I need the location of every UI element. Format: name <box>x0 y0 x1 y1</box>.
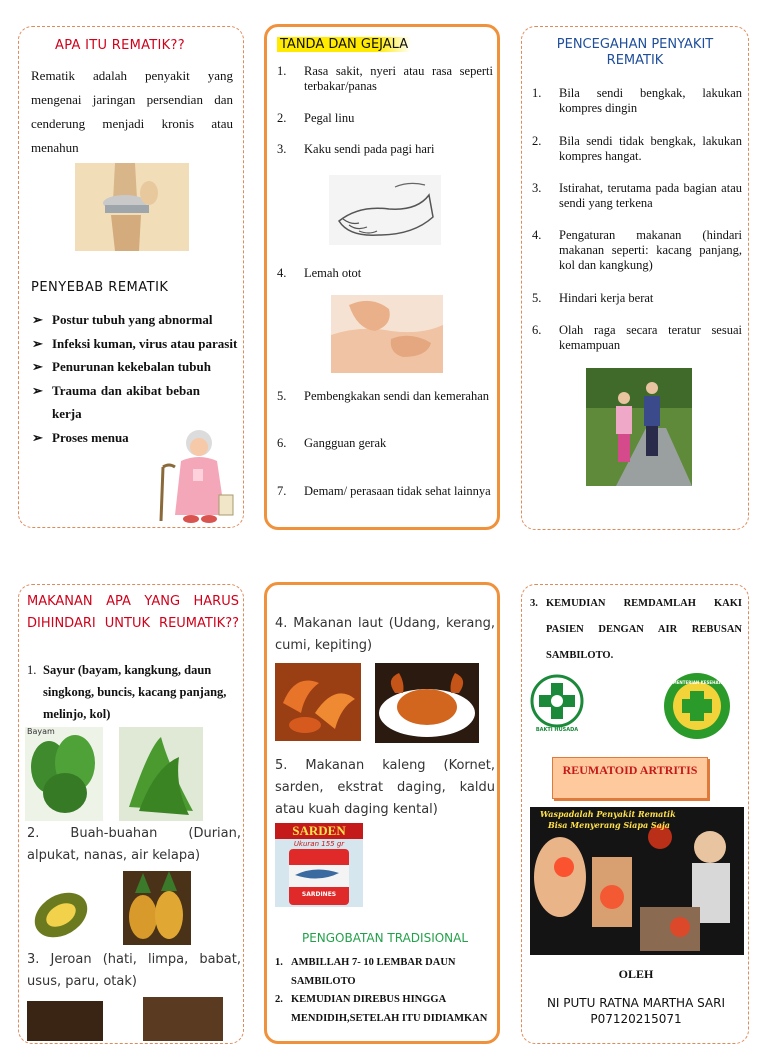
traditional-step: 2. KEMUDIAN DIREBUS HINGGA MENDIDIH,SETELAH ITU DIDIAMKAN <box>275 994 488 1024</box>
panel-foods-to-avoid-2 <box>264 582 500 1044</box>
title-prevention: PENCEGAHAN PENYAKIT REMATIK <box>556 37 714 68</box>
title-what-is-rheumatism: APA ITU REMATIK?? <box>55 38 185 53</box>
symptom-item: 7. Demam/ perasaan tidak sehat lainnya <box>277 484 491 498</box>
water-spinach-image <box>119 727 203 821</box>
bakti-husada-text: BAKTI HUSADA <box>535 727 579 733</box>
arrow-bullet-icon: ➢ <box>32 312 43 327</box>
symptom-item: 2. Pegal linu <box>277 111 355 125</box>
shrimp-dish-image <box>275 663 361 741</box>
symptom-item: 1. Rasa sakit, nyeri atau rasa seperti terbakar/panas <box>277 64 493 93</box>
foot-massage-image <box>331 295 443 373</box>
title-signs-symptoms: TANDA DAN GEJALA <box>277 37 411 52</box>
symptom-item: 4. Lemah otot <box>277 266 362 280</box>
durian-image <box>27 881 103 945</box>
offal-dish-image-2 <box>143 997 223 1041</box>
crab-dish-image <box>375 663 479 743</box>
sardine-size: Ukuran 155 gr <box>293 840 345 848</box>
bakti-husada-logo-icon <box>530 671 584 739</box>
panel-prevention <box>521 26 749 530</box>
panel-what-is-rheumatism <box>18 26 244 528</box>
prevention-item: 6. Olah raga secara teratur sesuai kemampuan <box>532 323 742 352</box>
title-causes: PENYEBAB REMATIK <box>31 280 169 295</box>
knee-joint-image <box>75 163 189 251</box>
prevention-item: 4. Pengaturan makanan (hindari makanan seperti: kacang panjang, kol dan kangkung) <box>532 228 742 272</box>
foot-sketch-image <box>329 175 441 245</box>
pineapple-image <box>123 871 191 945</box>
prevention-item: 3. Istirahat, terutama pada bagian atau sendi yang terkena <box>532 181 742 210</box>
panel-foods-to-avoid <box>18 584 244 1044</box>
panel-signs-symptoms <box>264 24 500 530</box>
arrow-bullet-icon: ➢ <box>32 429 43 445</box>
poster-subheading: Bisa Menyerang Siapa Saja <box>548 820 670 830</box>
panel-cover <box>521 584 749 1044</box>
arrow-bullet-icon: ➢ <box>32 335 43 351</box>
spinach-image <box>25 727 103 821</box>
food-item-fruits: 2. Buah-buahan (Durian, alpukat, nanas, air kelapa) <box>27 826 241 863</box>
rheumatism-definition: Rematik adalah penyakit yang mengenai jaringan persendian dan cenderung menjadi kronis atau menahun <box>31 68 233 155</box>
arrow-bullet-icon: ➢ <box>32 382 43 398</box>
cause-item: ➢ Postur tubuh yang abnormal <box>32 308 240 332</box>
prevention-item: 2. Bila sendi tidak bengkak, lakukan kompres hangat. <box>532 134 742 163</box>
cause-item: ➢ Penurunan kekebalan tubuh <box>32 355 240 379</box>
rheumatism-poster-image <box>530 807 744 955</box>
poster-heading: Waspadalah Penyakit Rematik <box>540 809 676 819</box>
author-name: NI PUTU RATNA MARTHA SARI <box>546 996 726 1010</box>
spinach-label: Bayam <box>27 727 55 736</box>
title-badge <box>552 757 708 799</box>
food-item-seafood: 4. Makanan laut (Udang, kerang, cumi, kepiting) <box>275 616 495 653</box>
traditional-step-3: 3. KEMUDIAN REMDAMLAH KAKI PASIEN DENGAN AIR REBUSAN SAMBILOTO. <box>530 598 742 661</box>
symptom-item: 5. Pembengkakan sendi dan kemerahan <box>277 389 490 403</box>
cause-item: ➢ Trauma dan akibat beban kerja <box>32 379 200 426</box>
author-id: P07120215071 <box>590 1012 682 1026</box>
arrow-bullet-icon: ➢ <box>32 359 43 374</box>
food-item-canned: 5. Makanan kaleng (Kornet, sarden, ekstrat daging, kaldu atau kuah daging kental) <box>275 758 495 817</box>
elderly-walking-image <box>586 368 692 486</box>
symptom-item: 3. Kaku sendi pada pagi hari <box>277 142 435 156</box>
by-label: OLEH <box>618 967 654 981</box>
food-item-offal: 3. Jeroan (hati, limpa, babat, usus, paru, otak) <box>27 952 241 989</box>
sardine-title: SARDEN <box>292 823 346 838</box>
offal-dish-image <box>27 1001 103 1041</box>
ministry-logo-text: KEMENTERIAN KESEHATAN <box>666 680 728 685</box>
prevention-item: 5. Hindari kerja berat <box>532 291 654 305</box>
sardine-can-image <box>275 823 363 907</box>
traditional-step: 1. AMBILLAH 7- 10 LEMBAR DAUN SAMBILOTO <box>275 957 456 987</box>
cause-item: ➢ Infeksi kuman, virus atau parasit <box>32 332 240 356</box>
title-rheumatoid-arthritis: REUMATOID ARTRITIS <box>562 763 698 777</box>
symptom-item: 6. Gangguan gerak <box>277 436 387 450</box>
cause-item: ➢ Proses menua <box>32 426 240 450</box>
title-foods-to-avoid: MAKANAN APA YANG HARUS DIHINDARI UNTUK REUMATIK?? <box>27 594 239 631</box>
title-traditional-medicine: PENGOBATAN TRADISIONAL <box>301 931 469 945</box>
sardine-can-label: SARDINES <box>301 891 337 898</box>
prevention-item: 1. Bila sendi bengkak, lakukan kompres dingin <box>532 86 742 115</box>
elderly-woman-illustration <box>153 427 237 525</box>
food-item-vegetables: 1. Sayur (bayam, kangkung, daun singkong, buncis, kacang panjang, melinjo, kol) <box>27 663 227 721</box>
ministry-of-health-logo-icon <box>660 671 734 741</box>
